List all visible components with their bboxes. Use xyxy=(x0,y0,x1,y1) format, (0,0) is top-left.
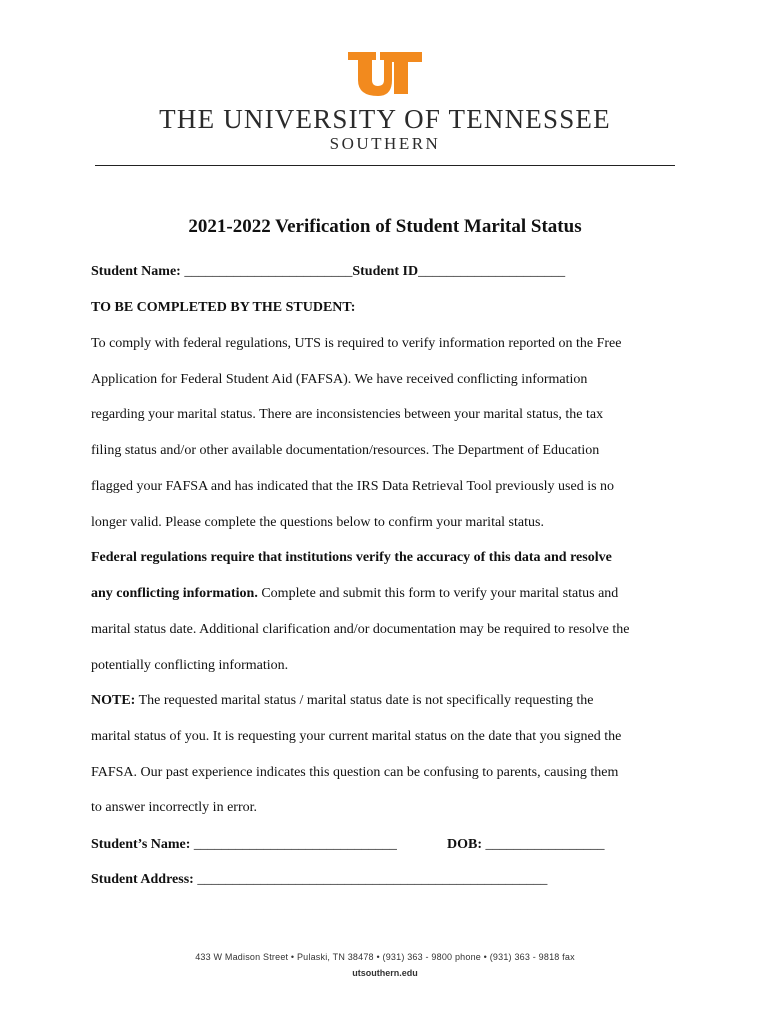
paragraph-line: Application for Federal Student Aid (FAFSA). We have received conflicting information xyxy=(91,372,588,387)
students-name-label: Student’s Name: xyxy=(91,837,191,852)
footer-address: 433 W Madison Street • Pulaski, TN 38478 • (931) 363 - 9800 phone • (931) 363 - 9818 fax xyxy=(195,952,575,962)
section-heading: TO BE COMPLETED BY THE STUDENT: xyxy=(91,300,356,315)
paragraph-line: to answer incorrectly in error. xyxy=(91,800,257,815)
dob-blank[interactable]: _________________ xyxy=(485,837,605,852)
paragraph-line: FAFSA. Our past experience indicates this question can be confusing to parents, causing them xyxy=(91,765,619,780)
paragraph-line: marital status of you. It is requesting your current marital status on the date that you signed the xyxy=(91,729,622,744)
federal-regulations-line: Federal regulations require that institutions verify the accuracy of this data and resolve xyxy=(91,550,612,565)
student-name-label: Student Name: xyxy=(91,264,181,279)
students-name-blank[interactable]: _____________________________ xyxy=(193,837,397,852)
document-title: 2021-2022 Verification of Student Marital Status xyxy=(188,216,582,237)
paragraph-line: marital status date. Additional clarification and/or documentation may be required to resolve the xyxy=(91,622,630,637)
note-line xyxy=(91,693,593,709)
footer-website[interactable]: utsouthern.edu xyxy=(352,968,418,978)
note-label: NOTE: xyxy=(91,693,136,708)
paragraph-line: flagged your FAFSA and has indicated that the IRS Data Retrieval Tool previously used is no xyxy=(91,479,615,494)
student-id-blank[interactable]: _____________________ xyxy=(418,264,566,279)
paragraph-line: regarding your marital status. There are inconsistencies between your marital status, the tax xyxy=(91,407,604,422)
header-divider xyxy=(95,165,675,166)
students-name-row xyxy=(91,837,397,853)
university-subtitle: SOUTHERN xyxy=(329,134,441,153)
student-name-id-row xyxy=(91,264,565,280)
conflicting-info-bold: any conflicting information. xyxy=(91,586,258,601)
paragraph-line: longer valid. Please complete the questions below to confirm your marital status. xyxy=(91,515,544,530)
dob-row xyxy=(447,837,605,853)
note-text: The requested marital status / marital status date is not specifically requesting the xyxy=(135,693,594,708)
university-name: THE UNIVERSITY OF TENNESSEE xyxy=(159,104,611,134)
paragraph-line xyxy=(91,586,618,602)
student-address-label: Student Address: xyxy=(91,872,194,887)
ut-logo xyxy=(346,50,424,96)
student-address-row xyxy=(91,872,547,888)
student-address-blank[interactable]: __________________________________________________ xyxy=(197,872,548,887)
paragraph-line: potentially conflicting information. xyxy=(91,658,289,673)
paragraph-line: filing status and/or other available documentation/resources. The Department of Education xyxy=(91,443,600,458)
paragraph-line: To comply with federal regulations, UTS is required to verify information reported on the Free xyxy=(91,336,622,351)
student-id-label: Student ID xyxy=(352,264,419,279)
dob-label: DOB: xyxy=(447,837,482,852)
paragraph-text: Complete and submit this form to verify your marital status and xyxy=(257,586,619,601)
student-name-blank[interactable]: ________________________ xyxy=(184,264,353,279)
